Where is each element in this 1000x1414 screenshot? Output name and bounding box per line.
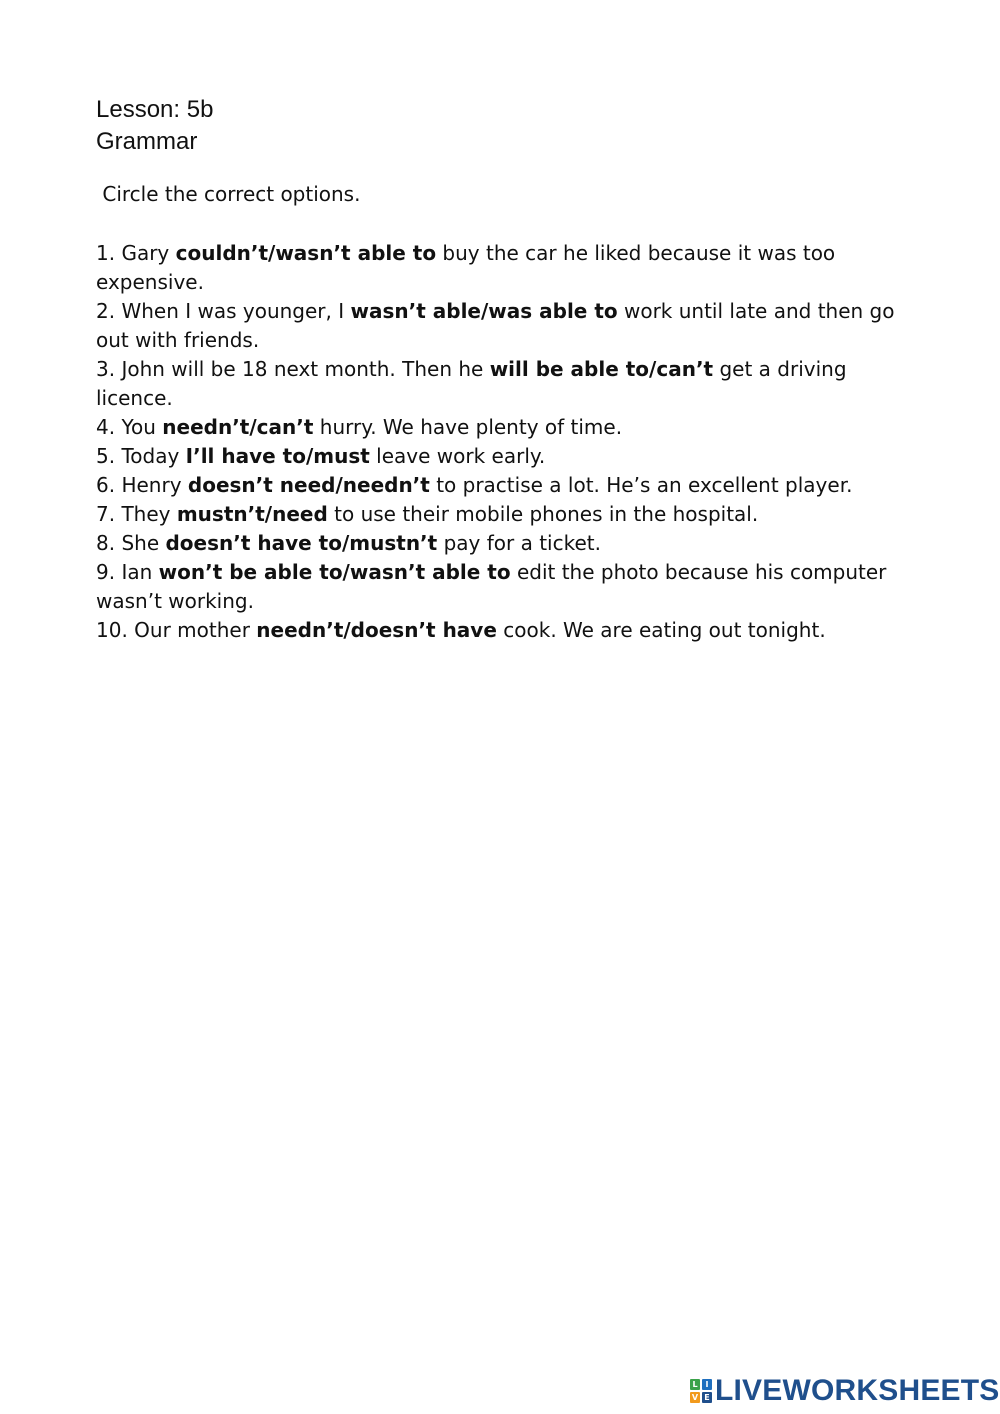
exercise-text-after: buy the car he liked because it was too expensive. xyxy=(96,241,836,294)
exercise-number: 2. xyxy=(96,299,116,323)
exercise-options[interactable]: couldn’t/wasn’t able to xyxy=(175,241,437,265)
exercise-number: 1. xyxy=(96,241,116,265)
exercise-text-before: When I was younger, I xyxy=(115,299,351,323)
exercise-item xyxy=(96,239,916,297)
exercise-text-after: hurry. We have plenty of time. xyxy=(313,415,623,439)
exercise-options[interactable]: wasn’t able/was able to xyxy=(350,299,618,323)
exercise-text-before: Gary xyxy=(115,241,176,265)
exercise-number: 3. xyxy=(96,357,116,381)
exercise-text-after: edit the photo because his computer wasn’t working. xyxy=(96,560,887,613)
exercise-number: 10. xyxy=(96,618,128,642)
exercise-number: 7. xyxy=(96,502,116,526)
exercise-item xyxy=(96,442,916,471)
logo-tile: V xyxy=(691,1393,699,1402)
brand-name: LIVEWORKSHEETS xyxy=(715,1374,1000,1407)
exercise-number: 8. xyxy=(96,531,116,555)
exercise-options[interactable]: will be able to/can’t xyxy=(489,357,714,381)
exercise-text-before: You xyxy=(115,415,163,439)
exercise-options[interactable]: I’ll have to/must xyxy=(185,444,370,468)
exercise-options[interactable]: won’t be able to/wasn’t able to xyxy=(158,560,511,584)
exercise-text-before: Ian xyxy=(115,560,159,584)
exercise-item xyxy=(96,500,916,529)
exercise-options[interactable]: doesn’t need/needn’t xyxy=(187,473,430,497)
exercise-item xyxy=(96,471,916,500)
exercise-number: 4. xyxy=(96,415,116,439)
exercise-text-before: Our mother xyxy=(127,618,257,642)
exercise-text-after: cook. We are eating out tonight. xyxy=(496,618,826,642)
exercise-text-after: pay for a ticket. xyxy=(437,531,601,555)
exercise-options[interactable]: needn’t/can’t xyxy=(162,415,314,439)
exercise-text-after: leave work early. xyxy=(369,444,546,468)
brand-footer xyxy=(690,1374,1000,1408)
exercise-options[interactable]: needn’t/doesn’t have xyxy=(256,618,497,642)
exercise-item xyxy=(96,297,916,355)
exercise-text-after: to use their mobile phones in the hospital. xyxy=(327,502,759,526)
exercise-text-after: work until late and then go out with friends. xyxy=(96,299,895,352)
exercise-number: 6. xyxy=(96,473,116,497)
exercise-text-before: John will be 18 next month. Then he xyxy=(115,357,490,381)
logo-tile: E xyxy=(702,1392,712,1403)
exercise-number: 5. xyxy=(96,444,116,468)
exercise-text-before: Today xyxy=(115,444,186,468)
exercise-text-before: They xyxy=(115,502,177,526)
exercise-item xyxy=(96,529,916,558)
lesson-label: Lesson: 5b xyxy=(96,96,214,123)
subject-label: Grammar xyxy=(96,128,198,155)
exercise-number: 9. xyxy=(96,560,116,584)
exercise-item xyxy=(96,413,916,442)
exercise-text-after: to practise a lot. He’s an excellent player. xyxy=(429,473,853,497)
exercise-item xyxy=(96,558,916,616)
liveworksheets-logo-icon xyxy=(690,1379,712,1403)
worksheet-header xyxy=(96,94,213,158)
exercise-text-after: get a driving licence. xyxy=(96,357,847,410)
exercise-item xyxy=(96,355,916,413)
exercise-list xyxy=(96,239,916,645)
logo-tile: L xyxy=(690,1379,700,1390)
exercise-item xyxy=(96,616,916,645)
exercise-options[interactable]: doesn’t have to/mustn’t xyxy=(165,531,438,555)
exercise-instruction: Circle the correct options. xyxy=(96,182,361,206)
logo-tile: I xyxy=(702,1379,712,1390)
exercise-text-before: She xyxy=(115,531,166,555)
exercise-text-before: Henry xyxy=(115,473,188,497)
exercise-options[interactable]: mustn’t/need xyxy=(176,502,328,526)
